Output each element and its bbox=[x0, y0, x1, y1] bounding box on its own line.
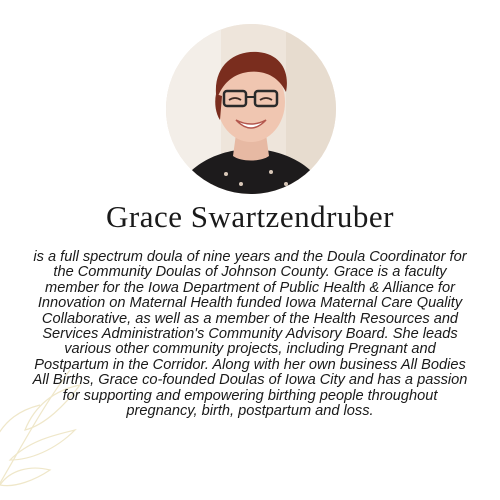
person-bio: is a full spectrum doula of nine years and the Doula Coordinator for the Community Doulas of Johnson County. Grace is a faculty member for the Iowa Department of Public Health & Alliance for Innovation on Maternal Health funded Iowa Maternal Care Quality Collaborative, as well as a member of the Health Resources and Services Administration's Community Advisory Board. She leads various other community projects, including Pregnant and Postpartum in the Corridor. Along with her own business All Bodies All Births, Grace co-founded Doulas of Iowa City and has a passion for supporting and empowering birthing people throughout pregnancy, birth, postpartum and loss. bbox=[32, 249, 468, 420]
person-name: Grace Swartzendruber bbox=[106, 199, 394, 234]
portrait-photo bbox=[166, 24, 336, 194]
